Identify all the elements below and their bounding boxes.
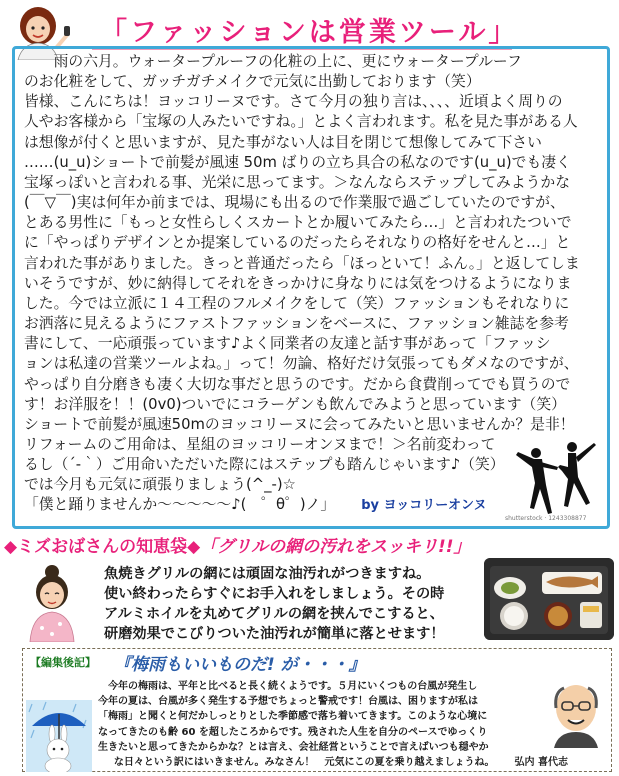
essay-line: では今月も元気に頑張りましょう(^_-)☆ — [24, 476, 296, 494]
editorial-line: な日々という訳にはいきません。みなさん！ 元気にこの夏を乗り越えましょうね。 — [113, 757, 495, 769]
essay-line: 雨の六月。ウォータープルーフの化粧の上に、更にウォータープルーフ — [24, 53, 522, 70]
editorial-body — [98, 679, 568, 770]
essay-line: 皆様、こんにちは！ヨッコリーヌです。さて今月の独り言は、、、、近頃よく周りの — [24, 93, 563, 111]
author-portrait-icon — [544, 678, 608, 748]
stock-credit: shutterstock · 1243308877 — [505, 515, 587, 522]
dancers-silhouette-icon — [506, 437, 602, 527]
tips-line: 研磨効果でこびりついた油汚れが簡単に落とせます！ — [104, 626, 445, 642]
editorial-last-row — [98, 755, 568, 770]
essay-line: 書にして、一応頑張っています♪よく同業者の友達と話す事があって「ファッシ — [24, 335, 551, 353]
essay-line: した。今では立派に１４工程のフルメイクをして（笑）ファッションもそれなりに — [24, 294, 570, 312]
editorial-line: なってきたのも齢 60 を超したころからです。残された人生を自分のペースでゆっくり — [98, 726, 488, 738]
essay-line: るし（´-｀）ご用命いただいた際にはステップも踏んじゃいます♪（笑） — [24, 456, 505, 474]
essay-line: お洒落に見えるようにファストファッションをベースに、ファッション雑誌を参考 — [24, 315, 569, 333]
essay-line: す！お洋服を！！(0v0)ついでにコラーゲンも飲んでみようと思っています（笑） — [24, 395, 566, 413]
essay-line: リフォームのご用命は、星組のヨッコリーオンヌまで！＞名前変わって — [24, 435, 496, 453]
rabbit-umbrella-icon — [26, 700, 92, 772]
auntie-cartoon-icon — [20, 562, 84, 642]
essay-line: 宝塚っぽいと言われる事、光栄に思ってます。＞なんならステップしてみようかな — [24, 173, 571, 191]
essay-signature: by ヨッコリーオンヌ — [361, 498, 487, 514]
essay-line: に「やっぱりデザインとか提案しているのだったらそれなりの格好をせんと…」と — [24, 234, 571, 252]
tips-line: 魚焼きグリルの網には頑固な油汚れがつきますね。 — [104, 566, 431, 582]
page-title: 「ファッションは営業ツール」 — [100, 17, 519, 48]
editorial-title: 『梅雨もいいものだ! が・・・』 — [114, 655, 366, 675]
essay-line: は想像が付くと思いますが、見た事がない人は目を閉じて想像してみて下さい — [24, 133, 542, 151]
tips-body — [104, 564, 474, 644]
editorial-line: 「梅雨」と聞くと何だかしっとりとした季節感で落ち着いてきます。このような心境に — [98, 711, 488, 723]
editorial-label: 【編集後記】 — [30, 656, 96, 669]
tips-header — [4, 532, 471, 557]
essay-line: のお化粧をして、ガッチガチメイクで元気に出勤しております（笑） — [24, 73, 481, 91]
essay-line: ショートで前髪が風速50mのヨッコリーヌに会ってみたいと思いませんか？是非！ — [24, 415, 575, 433]
essay-line: 人やお客様から「宝塚の人みたいですね。」とよく言われます。私を見た事がある人 — [24, 113, 578, 131]
tips-header-topic: 「グリルの網の汚れをスッキリ!!」 — [200, 537, 471, 557]
editorial-line: 生きたいと思ってきたからかな？とは言え、会社経営ということで言えばいつも穏やか — [98, 741, 489, 753]
essay-line: ……(u_u)ショートで前髪が風速 50m ばりの立ち具合の私なのです(u_u)でも凄く — [24, 153, 571, 171]
tips-line: アルミホイルを丸めてグリルの網を挟んでこすると、 — [104, 606, 444, 622]
editorial-author: 弘内 喜代志 — [514, 757, 568, 769]
essay-line: ョンは私達の営業ツールよね。」って！勿論、格好だけ気張ってもダメなのですが、 — [24, 355, 579, 373]
tips-header-label: ◆ミズおばさんの知恵袋◆ — [4, 537, 201, 557]
essay-closing: 「僕と踊りませんか～～～～～♪( ゜θ゜)ノ」 — [24, 496, 336, 514]
essay-line: いそうですが、妙に納得してそれをきっかけに身なりには気をつけるようになりま — [24, 274, 572, 292]
grilled-fish-meal-photo — [484, 558, 614, 640]
essay-line: 言われた事がありました。きっと普通だったら「ほっといて！ふん。」と返してしま — [24, 254, 580, 272]
essay-line: (￣▽￣)実は何年か前までは、現場にも出るので作業服で過ごしていたのですが、 — [24, 194, 565, 212]
editorial-line: 今年の梅雨は、平年と比べると長く続くようです。５月にいくつもの台風が発生し — [98, 681, 478, 692]
essay-line: とある男性に「もっと女性らしくスカートとか履いてみたら…」と言われたついで — [24, 214, 572, 232]
tips-line: 使い終わったらすぐにお手入れをしましょう。その時 — [104, 586, 445, 602]
essay-line: やっぱり自分磨きも凄く大切な事だと思うのです。だから食費削ってでも買うので — [24, 375, 571, 393]
editorial-line: 今年の夏は、台風が多く発生する予想でちょっと警戒です！台風は、困りますが私は — [98, 696, 478, 708]
